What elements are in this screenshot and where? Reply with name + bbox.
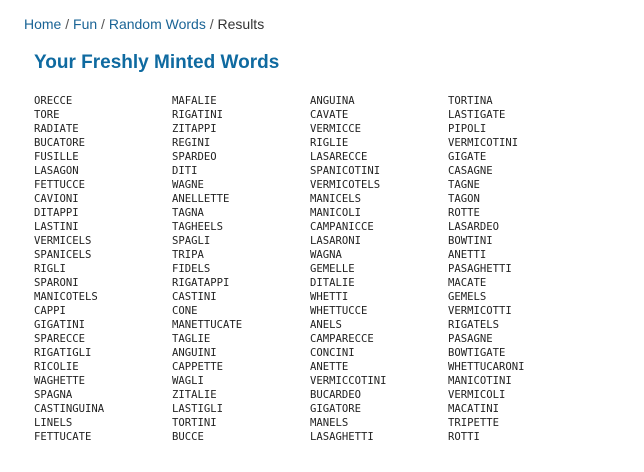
word-item: MANICOTINI — [448, 375, 512, 387]
word-item: WAGLI — [172, 375, 204, 387]
word-item: CAMPARECCE — [310, 333, 374, 345]
word-item: CAMPANICCE — [310, 221, 374, 233]
word-item: CASAGNE — [448, 165, 493, 177]
word-item: BUCATORE — [34, 137, 86, 149]
word-item: RIGLI — [34, 263, 66, 275]
word-item: LASARDEO — [448, 221, 500, 233]
word-item: TAGON — [448, 193, 480, 205]
breadcrumb-separator: / — [209, 16, 214, 32]
word-item: FETTUCATE — [34, 431, 92, 443]
word-item: FETTUCCE — [34, 179, 86, 191]
word-item: SPANICOTINI — [310, 165, 381, 177]
word-item: ORECCE — [34, 95, 73, 107]
word-item: MANICOLI — [310, 207, 362, 219]
word-item: TORTINI — [172, 417, 217, 429]
word-item: LASARECCE — [310, 151, 368, 163]
word-item: TAGHEELS — [172, 221, 224, 233]
breadcrumb-random-words[interactable]: Random Words — [108, 16, 206, 32]
word-column — [172, 94, 310, 444]
word-item: MANICELS — [310, 193, 362, 205]
word-item: GEMELLE — [310, 263, 355, 275]
word-item: ZITALIE — [172, 389, 217, 401]
word-item: DITALIE — [310, 277, 355, 289]
word-item: PASAGHETTI — [448, 263, 512, 275]
word-item: LASTIGATE — [448, 109, 506, 121]
word-list — [34, 94, 586, 444]
word-item: FIDELS — [172, 263, 211, 275]
word-item: RIGATAPPI — [172, 277, 230, 289]
word-item: VERMICOTTI — [448, 305, 512, 317]
word-item: PIPOLI — [448, 123, 487, 135]
word-item: PASAGNE — [448, 333, 493, 345]
word-item: CAPPETTE — [172, 361, 224, 373]
word-item: WAGHETTE — [34, 375, 86, 387]
breadcrumb-home[interactable]: Home — [24, 16, 62, 32]
word-item: MACATINI — [448, 403, 500, 415]
word-item: ANELS — [310, 319, 342, 331]
word-item: TAGLIE — [172, 333, 211, 345]
word-item: GIGATORE — [310, 403, 362, 415]
breadcrumb-separator: / — [101, 16, 105, 32]
word-item: ANELLETTE — [172, 193, 230, 205]
word-item: MAFALIE — [172, 95, 217, 107]
word-item: CAPPI — [34, 305, 66, 317]
word-item: SPAGNA — [34, 389, 73, 401]
word-item: GIGATE — [448, 151, 487, 163]
word-item: CASTINGUINA — [34, 403, 105, 415]
word-item: GEMELS — [448, 291, 487, 303]
word-item: ANGUINA — [310, 95, 355, 107]
word-item: FUSILLE — [34, 151, 79, 163]
word-item: VERMICCOTINI — [310, 375, 387, 387]
breadcrumb-separator: / — [65, 16, 70, 32]
word-item: SPARONI — [34, 277, 79, 289]
word-item: WHETTUCARONI — [448, 361, 525, 373]
word-item: TRIPA — [172, 249, 204, 261]
word-item: VERMICOLI — [448, 389, 506, 401]
word-column — [34, 94, 172, 444]
word-item: BOWTINI — [448, 235, 493, 247]
word-item: MANELS — [310, 417, 349, 429]
word-item: REGINI — [172, 137, 211, 149]
word-item: GIGATINI — [34, 319, 86, 331]
word-item: ZITAPPI — [172, 123, 217, 135]
word-item: VERMICCE — [310, 123, 362, 135]
word-item: RIGLIE — [310, 137, 349, 149]
word-item: DITAPPI — [34, 207, 79, 219]
word-item: SPANICELS — [34, 249, 92, 261]
word-item: TORE — [34, 109, 60, 121]
word-item: WHETTUCCE — [310, 305, 368, 317]
page-title: Your Freshly Minted Words — [34, 52, 280, 73]
word-item: RIGATINI — [172, 109, 224, 121]
word-item: MANETTUCATE — [172, 319, 243, 331]
word-item: CAVIONI — [34, 193, 79, 205]
word-item: TORTINA — [448, 95, 493, 107]
breadcrumb-current: Results — [217, 16, 265, 32]
word-item: RADIATE — [34, 123, 79, 135]
word-item: BUCCE — [172, 431, 204, 443]
word-item: TAGNE — [448, 179, 480, 191]
word-item: RIGATIGLI — [34, 347, 92, 359]
word-item: TAGNA — [172, 207, 204, 219]
word-item: ROTTE — [448, 207, 480, 219]
word-item: ROTTI — [448, 431, 480, 443]
word-item: TRIPETTE — [448, 417, 500, 429]
word-item: CONE — [172, 305, 198, 317]
word-item: ANGUINI — [172, 347, 217, 359]
breadcrumb — [24, 16, 264, 32]
word-item: ANETTI — [448, 249, 487, 261]
word-item: LINELS — [34, 417, 73, 429]
breadcrumb-fun[interactable]: Fun — [73, 16, 98, 32]
word-item: ANETTE — [310, 361, 349, 373]
word-item: CONCINI — [310, 347, 355, 359]
word-item: MANICOTELS — [34, 291, 98, 303]
word-item: WAGNE — [172, 179, 204, 191]
word-column — [310, 94, 448, 444]
word-item: SPAGLI — [172, 235, 211, 247]
word-item: WAGNA — [310, 249, 342, 261]
word-item: LASTINI — [34, 221, 79, 233]
word-item: CASTINI — [172, 291, 217, 303]
word-item: WHETTI — [310, 291, 349, 303]
word-item: LASTIGLI — [172, 403, 224, 415]
word-item: LASAGHETTI — [310, 431, 374, 443]
word-item: CAVATE — [310, 109, 349, 121]
word-item: BUCARDEO — [310, 389, 362, 401]
word-item: VERMICOTELS — [310, 179, 381, 191]
word-item: LASAGON — [34, 165, 79, 177]
word-item: RICOLIE — [34, 361, 79, 373]
word-item: MACATE — [448, 277, 487, 289]
word-column — [448, 94, 586, 444]
word-item: BOWTIGATE — [448, 347, 506, 359]
word-item: DITI — [172, 165, 198, 177]
word-item: VERMICOTINI — [448, 137, 519, 149]
word-item: VERMICELS — [34, 235, 92, 247]
word-item: RIGATELS — [448, 319, 500, 331]
word-item: SPARDEO — [172, 151, 217, 163]
word-item: SPARECCE — [34, 333, 86, 345]
word-item: LASARONI — [310, 235, 362, 247]
